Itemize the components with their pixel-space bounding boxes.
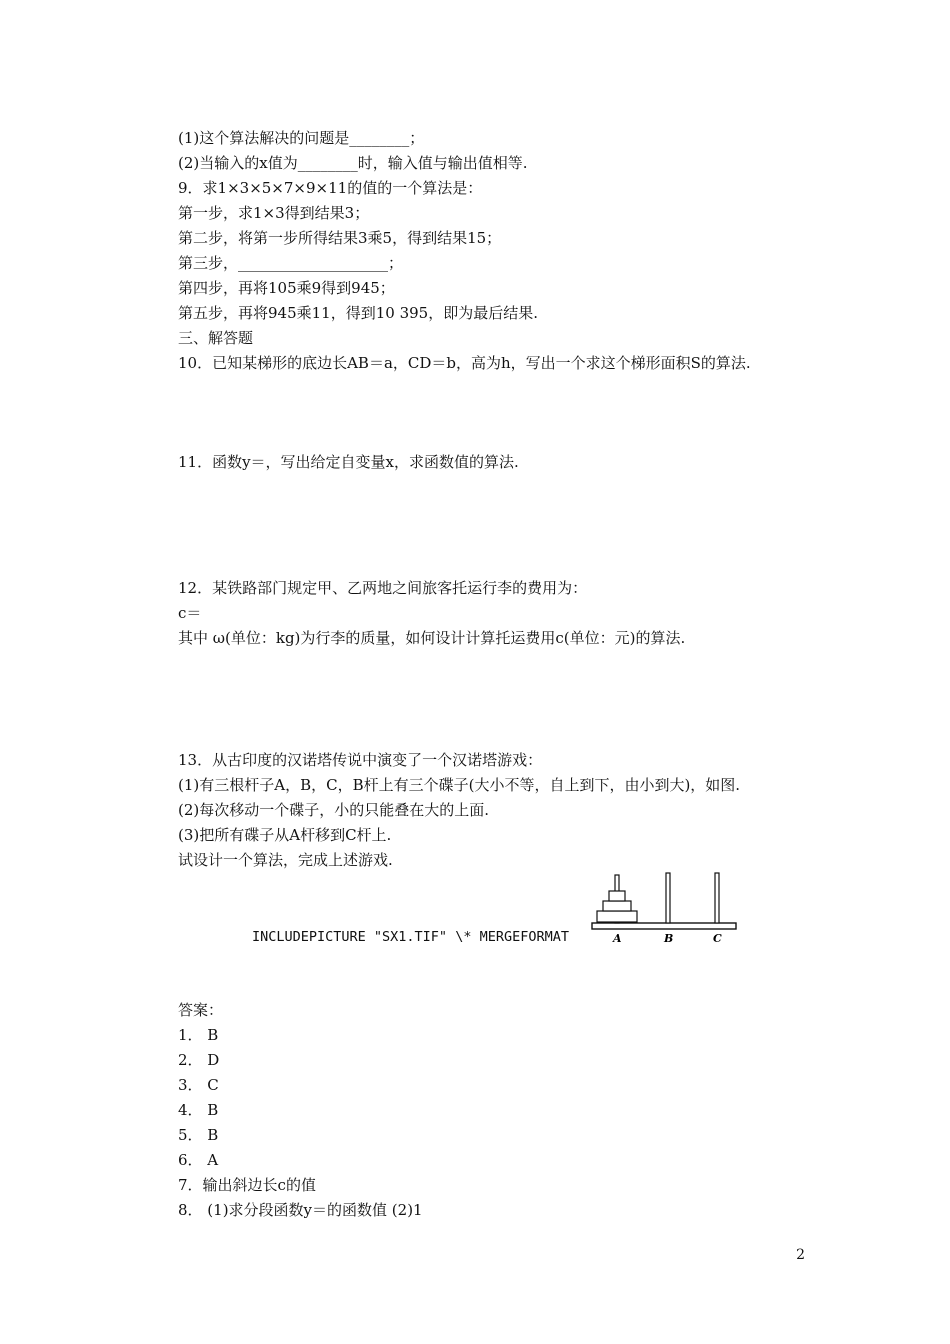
- label-b: B: [664, 932, 674, 945]
- disc-small: [609, 891, 625, 901]
- label-c: C: [713, 932, 722, 945]
- answers-title: 答案：: [178, 1001, 224, 1019]
- text-line: (2)当输入的x值为________时，输入值与输出值相等.: [178, 154, 528, 172]
- answer-item: 6． A: [178, 1151, 219, 1169]
- figure-base: [592, 923, 736, 929]
- question-10: 10．已知某梯形的底边长AB＝a，CD＝b，高为h，写出一个求这个梯形面积S的算法.: [178, 354, 751, 372]
- page-number: 2: [796, 1247, 805, 1263]
- text-line: 其中 ω(单位：kg)为行李的质量，如何设计计算托运费用c(单位：元)的算法.: [178, 629, 686, 647]
- text-line: c＝: [178, 604, 202, 622]
- text-line: 第三步，____________________；: [178, 254, 404, 272]
- text-line: 第四步，再将105乘9得到945；: [178, 279, 395, 297]
- text-line: 第二步，将第一步所得结果3乘5，得到结果15；: [178, 229, 502, 247]
- text-line: 试设计一个算法，完成上述游戏.: [178, 851, 393, 869]
- answer-item: 4． B: [178, 1101, 219, 1119]
- question-11: 11．函数y＝，写出给定自变量x，求函数值的算法.: [178, 453, 519, 471]
- text-line: (1)有三根杆子A，B，C，B杆上有三个碟子(大小不等，自上到下，由小到大)，如图.: [178, 776, 741, 794]
- question-9: 9．求1×3×5×7×9×11的值的一个算法是：: [178, 179, 483, 197]
- answer-item: 5． B: [178, 1126, 219, 1144]
- hanoi-figure: [588, 868, 740, 948]
- answer-item: 7．输出斜边长c的值: [178, 1176, 316, 1194]
- question-13: 13．从古印度的汉诺塔传说中演变了一个汉诺塔游戏：: [178, 751, 543, 769]
- text-line: 第一步，求1×3得到结果3；: [178, 204, 370, 222]
- include-picture-field: INCLUDEPICTURE "SX1.TIF" \* MERGEFORMAT: [252, 929, 569, 945]
- rod-b: [666, 873, 670, 923]
- disc-medium: [603, 901, 631, 911]
- rod-c: [715, 873, 719, 923]
- section-heading: 三、解答题: [178, 329, 254, 347]
- text-line: 第五步，再将945乘11，得到10 395，即为最后结果.: [178, 304, 538, 322]
- answer-item: 2． D: [178, 1051, 220, 1069]
- text-line: (1)这个算法解决的问题是________；: [178, 129, 425, 147]
- label-a: A: [613, 932, 622, 945]
- text-line: (2)每次移动一个碟子，小的只能叠在大的上面.: [178, 801, 490, 819]
- disc-large: [597, 911, 637, 922]
- answer-item: 8． (1)求分段函数y＝的函数值 (2)1: [178, 1201, 423, 1219]
- question-12: 12．某铁路部门规定甲、乙两地之间旅客托运行李的费用为：: [178, 579, 588, 597]
- answer-item: 3． C: [178, 1076, 219, 1094]
- answer-item: 1． B: [178, 1026, 219, 1044]
- text-line: (3)把所有碟子从A杆移到C杆上.: [178, 826, 392, 844]
